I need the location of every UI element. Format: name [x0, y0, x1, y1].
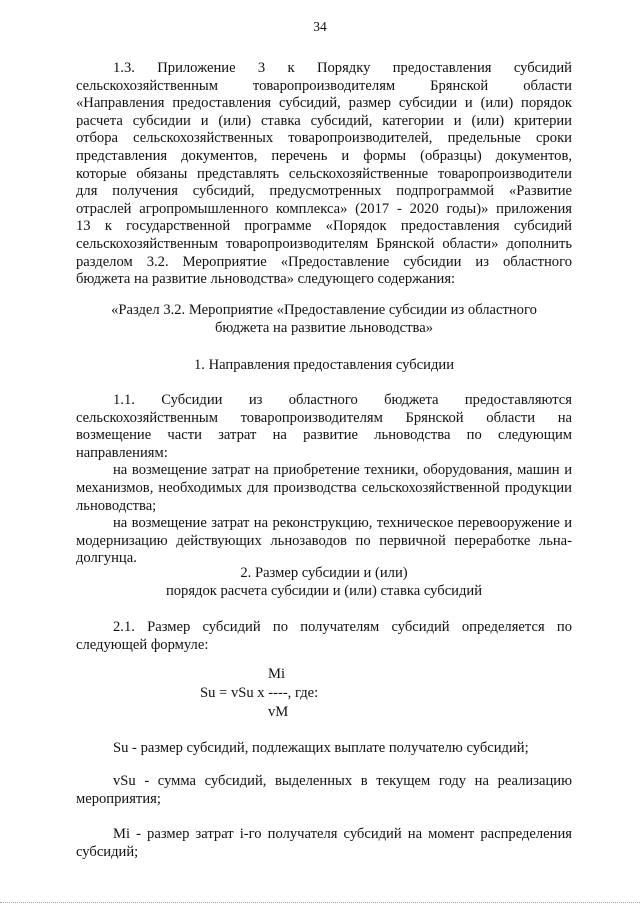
definition-mi — [76, 826, 572, 861]
page-number: 34 — [313, 19, 327, 34]
heading-1-text: 1. Направления предоставления субсидии — [193, 357, 454, 373]
section-title-line: «Раздел 3.2. Мероприятие «Предоставление субсидии из областного — [111, 302, 537, 318]
formula-main: Su = vSu x ----, где: — [200, 685, 319, 701]
definition-text: vSu - сумма субсидий, выделенных в текущем году на реализацию мероприятия; — [76, 773, 572, 807]
intro-line: которые обязаны представлять сельскохозяйственные товаропроизводители — [76, 165, 572, 182]
section-title — [76, 302, 572, 337]
intro-line: расчета субсидии и (или) ставка субсидий, категории и (или) критерии — [76, 112, 572, 129]
heading-2 — [76, 565, 572, 600]
intro-line: 13 к государственной программе «Порядок предоставления субсидий — [76, 218, 572, 235]
definition-vsu — [76, 773, 572, 808]
intro-line: отраслей агропромышленного комплекса» (2017 - 2020 годы)» приложения — [76, 200, 572, 217]
para-line: следующей формуле: — [76, 636, 209, 653]
paragraph-2-1 — [76, 619, 572, 654]
definition-text: Mi - размер затрат i-го получателя субсидий на момент распределения субсидий; — [76, 826, 572, 860]
intro-line: разделом 3.2. Мероприятие «Предоставление субсидии из областного — [76, 253, 572, 270]
intro-line: сельскохозяйственным товаропроизводителям Брянской области — [76, 77, 572, 94]
list-item: на возмещение затрат на приобретение техники, оборудования, машин и механизмов, необходимых для производства сельскохозяйственной продукции льноводства; — [76, 462, 572, 514]
intro-line: «Направления предоставления субсидий, размер субсидии и (или) порядок — [76, 95, 572, 112]
heading-2-line: порядок расчета субсидии и (или) ставка субсидий — [165, 582, 483, 599]
para-line: 1.1. Субсидии из областного бюджета предоставляются — [113, 392, 572, 408]
intro-paragraph — [76, 60, 572, 289]
intro-line: для получения субсидий, предусмотренных подпрограммой «Развитие — [76, 183, 572, 200]
intro-line: 1.3. Приложение 3 к Порядку предоставления субсидий — [113, 60, 572, 76]
definition-su — [76, 740, 572, 758]
intro-line: отбора сельскохозяйственных товаропроизводителей, предельные сроки — [76, 130, 572, 147]
list-item: на возмещение затрат на реконструкцию, техническое перевооружение и модернизацию действующих льнозаводов по первичной переработке льна-долгунца. — [76, 515, 572, 567]
intro-line: представления документов, перечень и формы (образцы) документов, — [76, 147, 572, 164]
heading-1 — [76, 357, 572, 375]
scan-edge-line — [0, 902, 640, 903]
formula-denominator: vM — [268, 704, 289, 720]
definition-text: Su - размер субсидий, подлежащих выплате получателю субсидий; — [113, 740, 529, 756]
para-line: направлениям: — [76, 444, 168, 461]
paragraph-1-1 — [76, 392, 572, 568]
heading-2-line: 2. Размер субсидии и (или) — [240, 565, 408, 581]
para-line: сельскохозяйственным товаропроизводителям Брянской области на — [76, 409, 572, 426]
para-line: возмещение части затрат на развитие льноводства по следующим — [76, 427, 572, 444]
intro-line: сельскохозяйственным товаропроизводителям Брянской области» дополнить — [76, 235, 572, 252]
intro-line: бюджета на развитие льноводства» следующего содержания: — [76, 271, 456, 288]
para-line: 2.1. Размер субсидий по получателям субсидий определяется по — [113, 619, 572, 635]
formula-numerator: Mi — [268, 666, 286, 682]
section-title-line: бюджета на развитие льноводства» — [214, 319, 433, 336]
